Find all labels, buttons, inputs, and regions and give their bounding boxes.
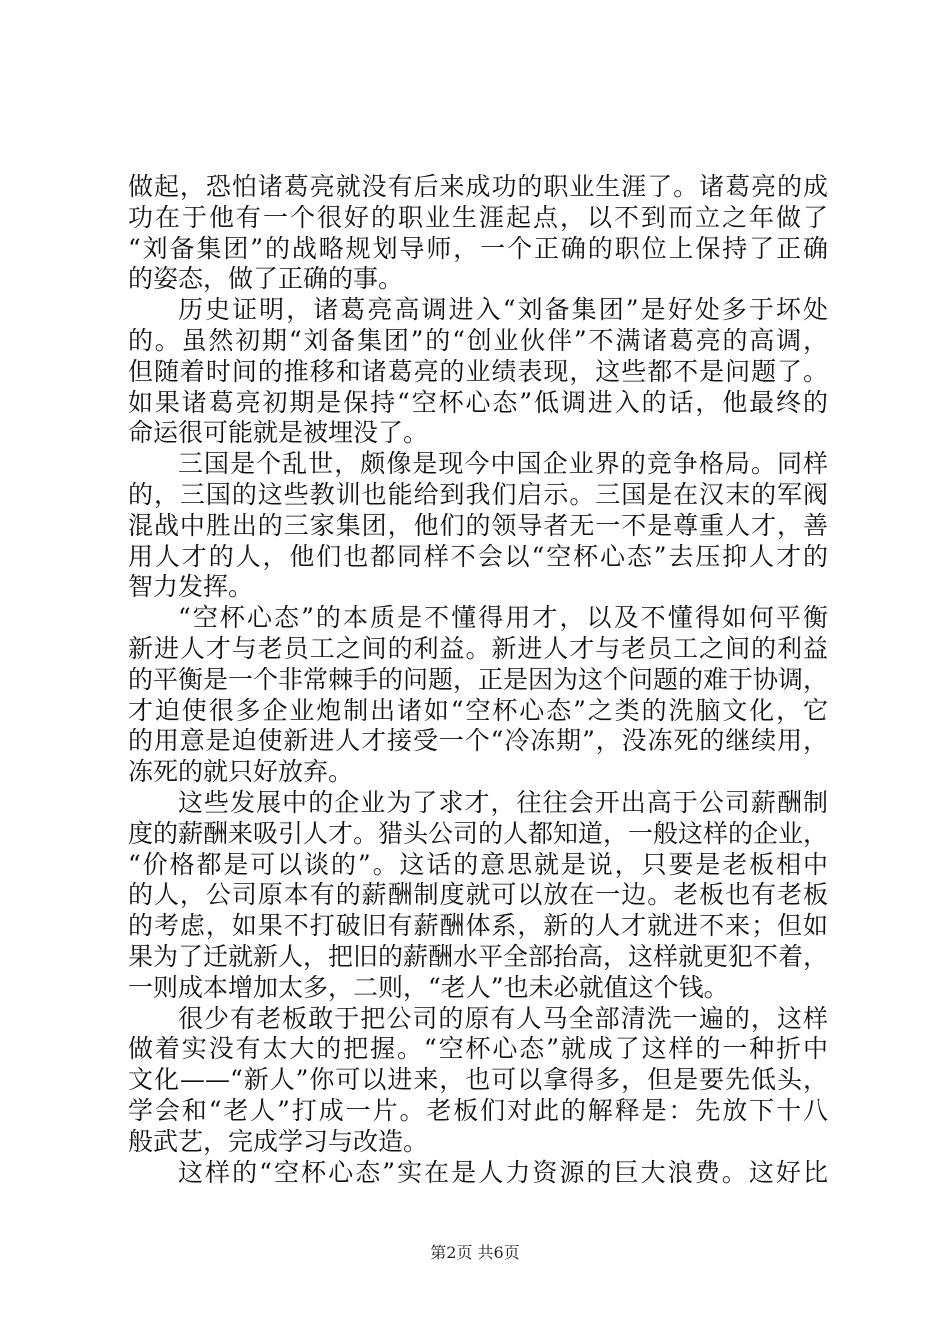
text-line: 做起，恐怕诸葛亮就没有后来成功的职业生涯了。诸葛亮的成 — [128, 172, 828, 201]
text-line: 文化——“新人”你可以进来，也可以拿得多，但是要先低头， — [128, 1065, 828, 1095]
text-line: 一则成本增加太多，二则，“老人”也未必就值这个钱。 — [128, 972, 729, 1002]
text-line: 才迫使很多企业炮制出诸如“空杯心态”之类的洗脑文化，它 — [128, 695, 828, 725]
text-line: 智力发挥。 — [128, 572, 254, 602]
text-line: 的用意是迫使新进人才接受一个“冷冻期”，没冻死的继续用， — [128, 726, 828, 756]
text-line: 般武艺，完成学习与改造。 — [128, 1126, 429, 1156]
text-line: 三国是个乱世，颇像是现今中国企业界的竞争格局。同样 — [178, 449, 828, 479]
text-line: 这样的“空杯心态”实在是人力资源的巨大浪费。这好比 — [178, 1157, 828, 1187]
text-line: 这些发展中的企业为了求才，往往会开出高于公司薪酬制 — [178, 787, 828, 817]
text-line: 混战中胜出的三家集团，他们的领导者无一不是尊重人才，善 — [128, 510, 828, 540]
text-line: 的姿态，做了正确的事。 — [128, 264, 404, 294]
text-line: 的考虑，如果不打破旧有薪酬体系，新的人才就进不来；但如 — [128, 911, 828, 941]
text-line: “刘备集团”的战略规划导师，一个正确的职位上保持了正确 — [128, 233, 828, 263]
text-line: “价格都是可以谈的”。这话的意思就是说，只要是老板相中 — [128, 849, 828, 879]
text-line: 但随着时间的推移和诸葛亮的业绩表现，这些都不是问题了。 — [128, 356, 828, 386]
text-line: 做着实没有太大的把握。“空杯心态”就成了这样的一种折中 — [128, 1034, 828, 1064]
document-body — [128, 172, 828, 1188]
text-line: 功在于他有一个很好的职业生涯起点，以不到而立之年做了 — [128, 202, 828, 232]
text-line: 果为了迁就新人，把旧的薪酬水平全部抬高，这样就更犯不着， — [128, 941, 829, 971]
text-line: 学会和“老人”打成一片。老板们对此的解释是：先放下十八 — [128, 1095, 828, 1125]
text-line: 新进人才与老员工之间的利益。新进人才与老员工之间的利益 — [128, 633, 828, 663]
text-line: 命运很可能就是被埋没了。 — [128, 418, 429, 448]
text-line: 用人才的人，他们也都同样不会以“空杯心态”去压抑人才的 — [128, 541, 828, 571]
text-line: 历史证明，诸葛亮高调进入“刘备集团”是好处多于坏处 — [178, 295, 828, 325]
text-line: 度的薪酬来吸引人才。猎头公司的人都知道，一般这样的企业， — [128, 818, 829, 848]
text-line: 的平衡是一个非常棘手的问题，正是因为这个问题的难于协调， — [128, 664, 829, 694]
page-footer: 第2页 共6页 — [430, 1243, 520, 1262]
text-line: 的，三国的这些教训也能给到我们启示。三国是在汉末的军阀 — [128, 479, 828, 509]
text-line: “空杯心态”的本质是不懂得用才，以及不懂得如何平衡 — [178, 603, 828, 633]
text-line: 如果诸葛亮初期是保持“空杯心态”低调进入的话，他最终的 — [128, 387, 828, 417]
text-line: 很少有老板敢于把公司的原有人马全部清洗一遍的，这样 — [178, 1003, 828, 1033]
text-line: 的。虽然初期“刘备集团”的“创业伙伴”不满诸葛亮的高调， — [128, 325, 828, 355]
text-line: 的人，公司原本有的薪酬制度就可以放在一边。老板也有老板 — [128, 880, 828, 910]
text-line: 冻死的就只好放弃。 — [128, 757, 354, 787]
